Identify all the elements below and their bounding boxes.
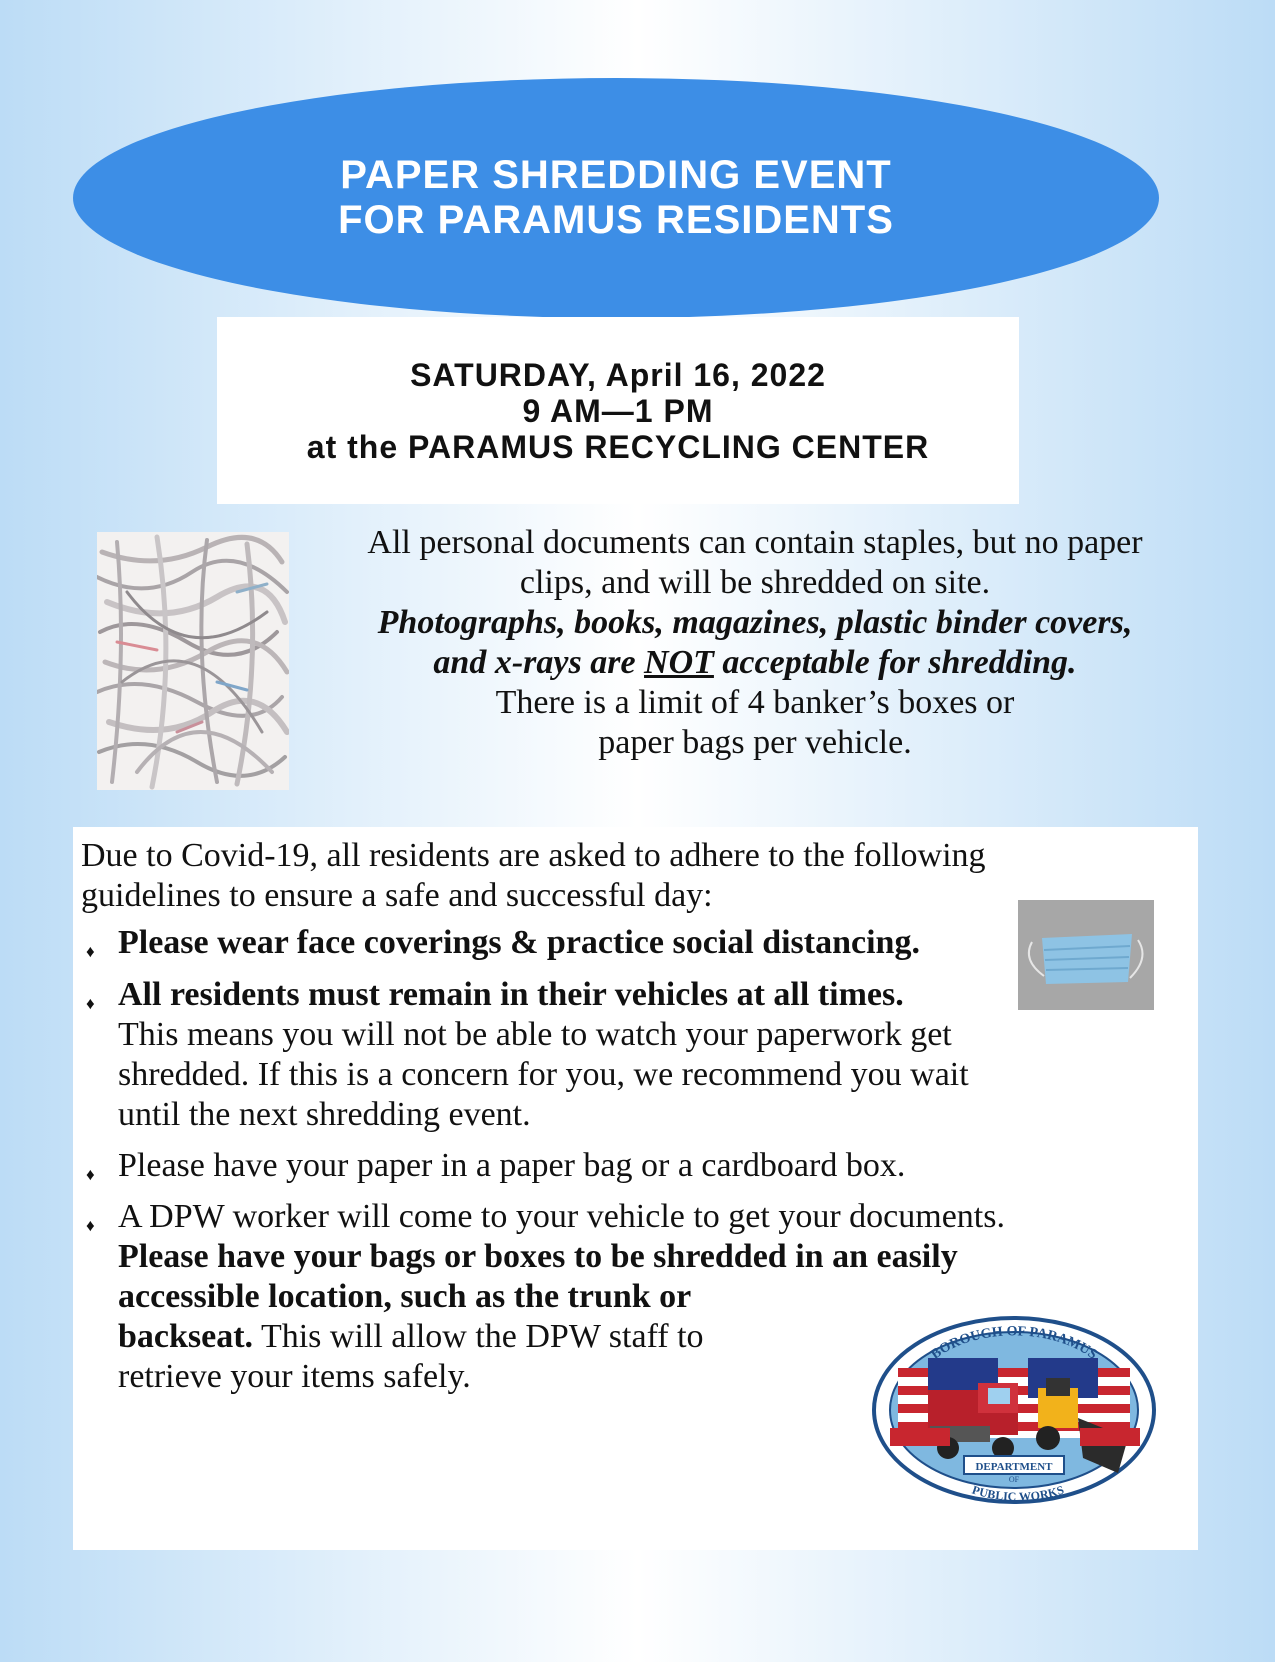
face-mask-image xyxy=(1018,900,1154,1010)
event-details-box xyxy=(217,317,1019,504)
documents-line-1: All personal documents can contain staples, but no paper xyxy=(367,524,1143,561)
bullet-2-line-2: This means you will not be able to watch your paperwork get xyxy=(118,1016,952,1053)
title-line-2: FOR PARAMUS RESIDENTS xyxy=(338,198,894,242)
bullet-2-line-4: until the next shredding event. xyxy=(118,1096,531,1133)
bullet-4-line-5: retrieve your items safely. xyxy=(118,1358,471,1395)
bullet-paper-bag xyxy=(118,1146,905,1186)
dpw-logo xyxy=(868,1308,1160,1513)
bullet-3-text: Please have your paper in a paper bag or a cardboard box. xyxy=(118,1147,906,1184)
not-accepted-pre: and x-rays are xyxy=(433,644,645,681)
not-accepted-line-1: Photographs, books, magazines, plastic binder covers, xyxy=(377,604,1133,641)
limit-line-2: paper bags per vehicle. xyxy=(598,724,912,761)
not-accepted-line-2 xyxy=(320,643,1190,683)
bullet-4-line-4-rest: This will allow the DPW staff to xyxy=(253,1318,704,1355)
diamond-bullet-icon: ♦ xyxy=(86,942,95,961)
guidelines-intro xyxy=(81,836,1131,916)
bullet-2-bold: All residents must remain in their vehicles at all times. xyxy=(118,976,904,1013)
bullet-1-text: Please wear face coverings & practice social distancing. xyxy=(118,924,920,961)
bullet-4-line-2: Please have your bags or boxes to be shredded in an easily xyxy=(118,1238,958,1275)
bullet-remain-in-vehicles xyxy=(118,975,969,1135)
intro-line-1: Due to Covid-19, all residents are asked to adhere to the following xyxy=(81,837,986,874)
bullet-face-coverings xyxy=(118,923,920,963)
event-location: at the PARAMUS RECYCLING CENTER xyxy=(306,428,930,465)
intro-line-2: guidelines to ensure a safe and successful day: xyxy=(81,877,713,914)
logo-bottom-text: PUBLIC WORKS xyxy=(970,1482,1066,1504)
diamond-bullet-icon: ♦ xyxy=(86,1216,95,1235)
event-time: 9 AM—1 PM xyxy=(522,392,714,429)
event-date: SATURDAY, April 16, 2022 xyxy=(410,356,826,393)
diamond-bullet-icon: ♦ xyxy=(86,1165,95,1184)
shredded-paper-image xyxy=(97,532,289,790)
bullet-4-backseat: backseat. xyxy=(118,1318,254,1355)
bullet-4-line-3: accessible location, such as the trunk or xyxy=(118,1278,692,1315)
bullet-2-line-3: shredded. If this is a concern for you, we recommend you wait xyxy=(118,1056,969,1093)
not-emphasis: NOT xyxy=(644,644,714,681)
logo-top-text: BOROUGH OF PARAMUS xyxy=(928,1324,1100,1363)
title-banner xyxy=(73,78,1159,318)
logo-of-text: OF xyxy=(1008,1475,1020,1484)
title-line-1: PAPER SHREDDING EVENT xyxy=(340,153,892,197)
not-accepted-post: acceptable for shredding. xyxy=(713,644,1077,681)
documents-line-2: clips, and will be shredded on site. xyxy=(519,564,991,601)
logo-department-text: DEPARTMENT xyxy=(975,1461,1053,1473)
bullet-4-line-1: A DPW worker will come to your vehicle to get your documents. xyxy=(118,1198,1005,1235)
diamond-bullet-icon: ♦ xyxy=(86,994,95,1013)
documents-info xyxy=(320,523,1190,763)
limit-line-1: There is a limit of 4 banker’s boxes or xyxy=(495,684,1015,721)
